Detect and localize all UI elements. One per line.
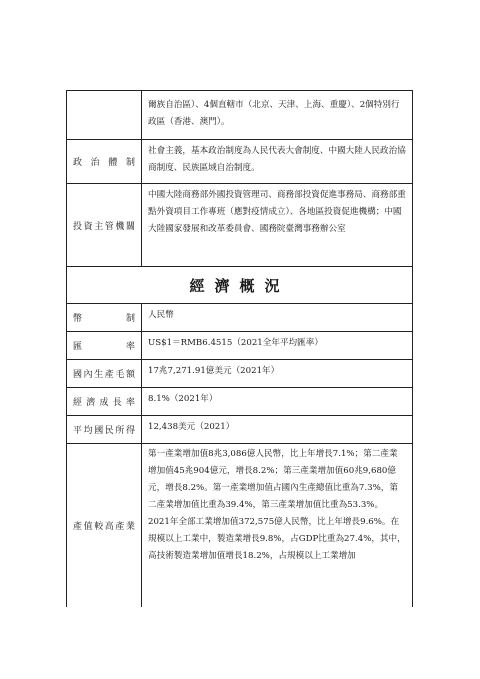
industry-paragraph-2: 2021年全部工業增加值372,575億人民幣，比上年增長9.6%。在規模以上工業中，製造業增長9.8%，占GDP比重為27.4%，其中，高技術製造業增加值增長18.2%，占規模以上工業增加 bbox=[148, 517, 406, 561]
value-exchange-rate: US$1＝RMB6.4515（2021全年平均匯率） bbox=[148, 338, 323, 348]
label-major-industries: 產值較高產業 bbox=[73, 522, 135, 532]
row-growth-rate bbox=[67, 388, 412, 416]
value-gdp: 17兆7,271.91億美元（2021年） bbox=[148, 366, 280, 376]
continuation-row bbox=[67, 91, 412, 140]
row-major-industries bbox=[67, 444, 412, 607]
label-investment-authority: 投資主管機關 bbox=[73, 221, 135, 232]
value-investment-authority: 中國大陸商務部外國投資管理司、商務部投資促進事務局、商務部重點外資項目工作專班（應對疫情成立）、各地區投資促進機構；中國大陸國家發展和改革委員會、國務院臺灣事務辦公室 bbox=[148, 190, 406, 234]
label-political-system: 政治體制 bbox=[73, 158, 135, 168]
label-growth-rate: 經濟成長率 bbox=[73, 398, 135, 408]
value-political-system: 社會主義，基本政治制度為人民代表大會制度、中國大陸人民政治協商制度、民族區域自治制度。 bbox=[148, 146, 406, 173]
industry-paragraph-1: 第一產業增加值8兆3,086億人民幣，比上年增長7.1%；第二產業增加值45兆904億元，增長8.2%；第三產業增加值60兆9,680億元，增長8.2%。第一產業增加值占國內生產總值比重為7.3%，第二產業增加值比重為39.4%，第三產業增加值比重為53.3%。 bbox=[148, 449, 398, 510]
row-gdp bbox=[67, 360, 412, 388]
profile-table bbox=[66, 90, 413, 607]
row-investment-authority bbox=[67, 184, 412, 267]
value-currency: 人民幣 bbox=[148, 310, 174, 320]
label-gdp: 國內生產毛額 bbox=[73, 370, 135, 380]
row-political-system bbox=[67, 140, 412, 184]
row-exchange-rate bbox=[67, 332, 412, 360]
label-currency: 幣制 bbox=[73, 314, 135, 324]
admin-divisions-text: 爾族自治區）、4個直轄市（北京、天津、上海、重慶）、2個特別行政區（香港、澳門）。 bbox=[148, 100, 400, 127]
value-growth-rate: 8.1%（2021年） bbox=[148, 394, 218, 404]
row-currency bbox=[67, 304, 412, 332]
row-per-capita-income bbox=[67, 416, 412, 444]
empty-label-cell bbox=[67, 91, 142, 139]
value-major-industries bbox=[142, 444, 412, 607]
label-per-capita-income: 平均國民所得 bbox=[73, 426, 135, 436]
value-per-capita-income: 12,438美元（2021） bbox=[148, 422, 235, 432]
section-title: 經濟概況 bbox=[189, 276, 290, 295]
section-header-economy bbox=[67, 267, 412, 304]
label-exchange-rate: 匯率 bbox=[73, 342, 135, 352]
